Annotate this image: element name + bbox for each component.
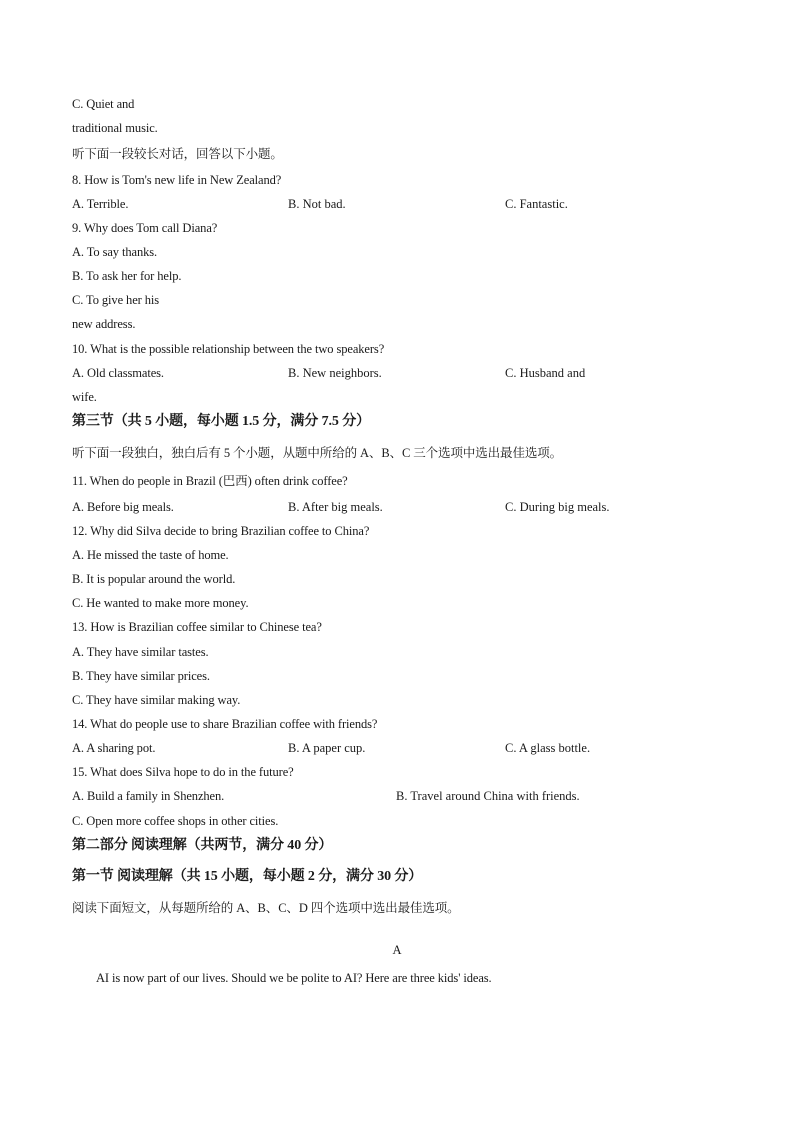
q8-option-a: A. Terrible. [72,197,129,211]
question-12: 12. Why did Silva decide to bring Brazilian coffee to China? [72,524,370,538]
q14-option-c: C. A glass bottle. [505,741,591,755]
q7-option-c: C. Quiet and [72,97,135,111]
q9-option-c-continued: new address. [72,317,136,331]
q10-option-c: C. Husband and [505,366,586,380]
question-9: 9. Why does Tom call Diana? [72,221,218,235]
q15-option-c: C. Open more coffee shops in other cities. [72,814,279,828]
q10-option-a: A. Old classmates. [72,366,164,380]
q13-option-b: B. They have similar prices. [72,669,210,683]
reading-instruction: 阅读下面短文，从每题所给的 A、B、C、D 四个选项中选出最佳选项。 [72,901,460,915]
part-2-heading: 第二部分 阅读理解（共两节，满分 40 分） [72,838,333,853]
q8-option-c: C. Fantastic. [505,197,568,211]
q9-option-a: A. To say thanks. [72,245,158,259]
passage-intro: AI is now part of our lives. Should we be polite to AI? Here are three kids' ideas. [96,971,492,985]
q8-option-b: B. Not bad. [288,197,346,211]
q12-option-a: A. He missed the taste of home. [72,548,229,562]
q11-option-a: A. Before big meals. [72,500,174,514]
q10-option-b: B. New neighbors. [288,366,382,380]
dialogue-instruction: 听下面一段较长对话，回答以下小题。 [72,147,283,161]
question-14: 14. What do people use to share Brazilian coffee with friends? [72,717,378,731]
q12-option-c: C. He wanted to make more money. [72,596,249,610]
section-1-heading: 第一节 阅读理解（共 15 小题，每小题 2 分，满分 30 分） [72,869,423,884]
q13-option-c: C. They have similar making way. [72,693,241,707]
section-3-heading: 第三节（共 5 小题，每小题 1.5 分，满分 7.5 分） [72,414,370,429]
question-11: 11. When do people in Brazil (巴西) often drink coffee? [72,474,348,488]
q15-option-a: A. Build a family in Shenzhen. [72,789,225,803]
question-15: 15. What does Silva hope to do in the future? [72,765,294,779]
passage-label: A [392,943,402,957]
q7-option-c-continued: traditional music. [72,121,158,135]
question-10: 10. What is the possible relationship between the two speakers? [72,342,385,356]
q10-option-c-continued: wife. [72,390,97,404]
q9-option-b: B. To ask her for help. [72,269,182,283]
q14-option-b: B. A paper cup. [288,741,366,755]
q11-option-c: C. During big meals. [505,500,610,514]
q12-option-b: B. It is popular around the world. [72,572,236,586]
q13-option-a: A. They have similar tastes. [72,645,209,659]
q15-option-b: B. Travel around China with friends. [396,789,580,803]
q11-option-b: B. After big meals. [288,500,383,514]
question-8: 8. How is Tom's new life in New Zealand? [72,173,282,187]
q14-option-a: A. A sharing pot. [72,741,156,755]
q9-option-c: C. To give her his [72,293,160,307]
question-13: 13. How is Brazilian coffee similar to Chinese tea? [72,620,322,634]
monologue-instruction: 听下面一段独白，独白后有 5 个小题，从题中所给的 A、B、C 三个选项中选出最佳选项。 [72,446,563,460]
